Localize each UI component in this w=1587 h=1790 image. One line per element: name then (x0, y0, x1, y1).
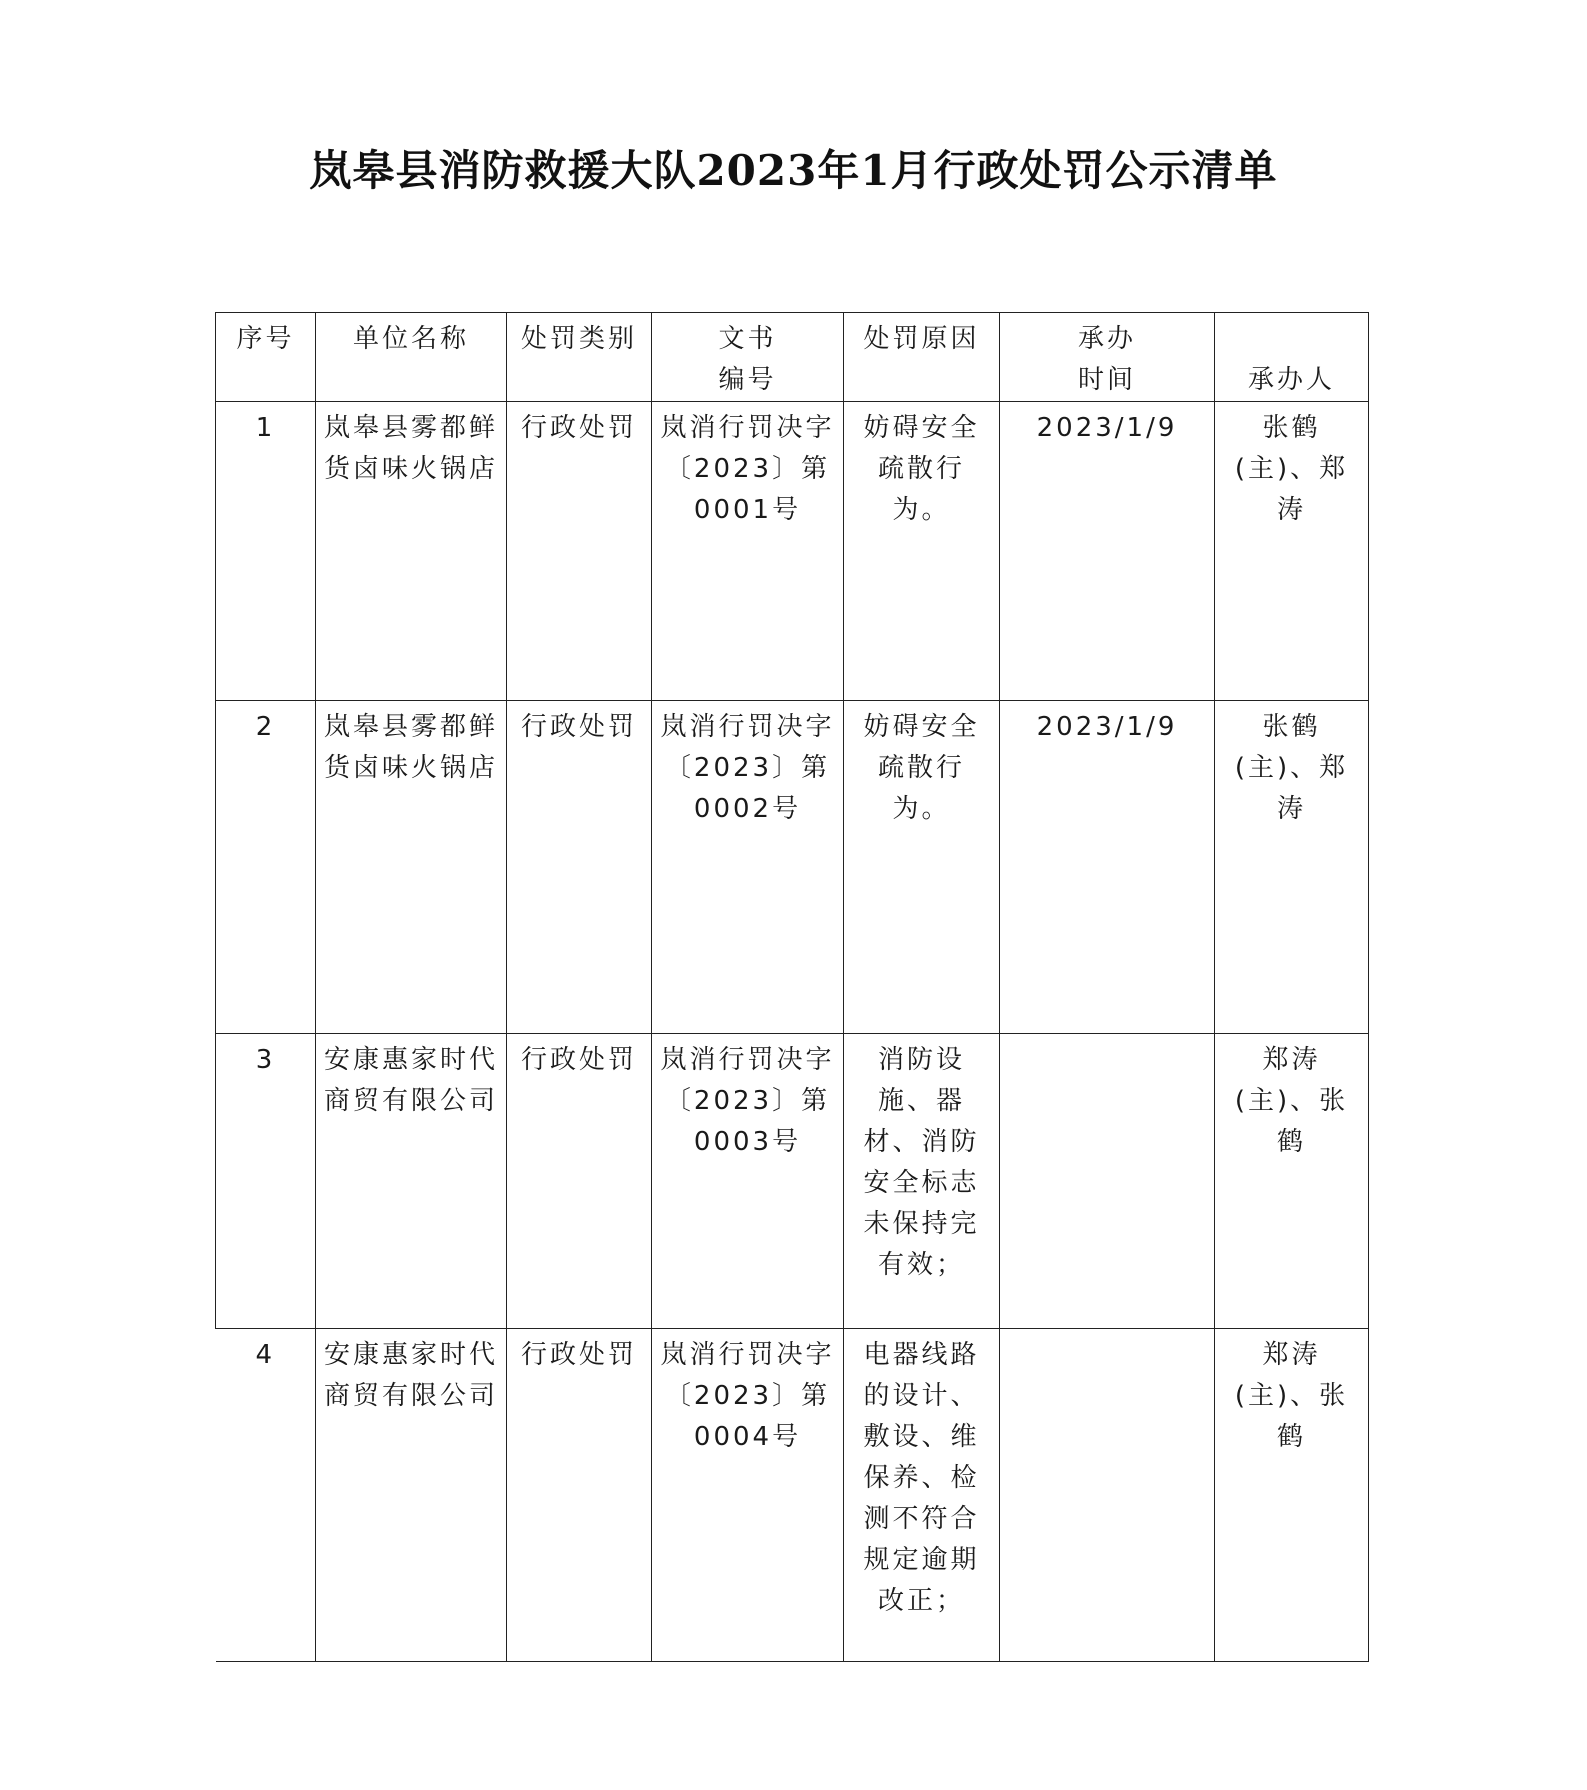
cell-date (1000, 1329, 1215, 1662)
cell-doc: 岚消行罚决字〔2023〕第0004号 (652, 1329, 844, 1662)
header-doc-line2: 编号 (718, 365, 777, 395)
cell-date: 2023/1/9 (1000, 701, 1215, 1034)
cell-category: 行政处罚 (507, 1034, 652, 1329)
cell-doc: 岚消行罚决字〔2023〕第0001号 (652, 402, 844, 701)
header-date (1000, 313, 1215, 402)
cell-handler: 郑涛(主)、张鹤 (1215, 1034, 1369, 1329)
header-doc (652, 313, 844, 402)
header-date-line1: 承办 (1077, 324, 1136, 354)
header-doc-line1: 文书 (718, 324, 777, 354)
cell-unit: 安康惠家时代商贸有限公司 (316, 1034, 507, 1329)
header-handler-label: 承办人 (1247, 365, 1335, 395)
page-title: 岚皋县消防救援大队2023年1月行政处罚公示清单 (309, 146, 1278, 195)
header-date-line2: 时间 (1077, 365, 1136, 395)
cell-handler: 张鹤(主)、郑涛 (1215, 402, 1369, 701)
table-row (216, 701, 1369, 1034)
cell-reason: 电器线路的设计、敷设、维保养、检测不符合规定逾期改正； (844, 1329, 1000, 1662)
cell-doc: 岚消行罚决字〔2023〕第0002号 (652, 701, 844, 1034)
cell-no: 3 (216, 1034, 316, 1329)
cell-unit: 岚皋县雾都鲜货卤味火锅店 (316, 402, 507, 701)
cell-reason: 妨碍安全疏散行为。 (844, 701, 1000, 1034)
header-handler (1215, 313, 1369, 402)
cell-no: 2 (216, 701, 316, 1034)
cell-handler: 郑涛(主)、张鹤 (1215, 1329, 1369, 1662)
header-no: 序号 (216, 313, 316, 402)
cell-category: 行政处罚 (507, 1329, 652, 1662)
table-row (216, 1034, 1369, 1329)
header-reason: 处罚原因 (844, 313, 1000, 402)
cell-date (1000, 1034, 1215, 1329)
cell-date: 2023/1/9 (1000, 402, 1215, 701)
cell-category: 行政处罚 (507, 701, 652, 1034)
penalty-table (215, 312, 1369, 1662)
cell-no: 4 (216, 1329, 316, 1662)
cell-reason: 消防设施、器材、消防安全标志未保持完有效； (844, 1034, 1000, 1329)
header-unit: 单位名称 (316, 313, 507, 402)
cell-category: 行政处罚 (507, 402, 652, 701)
cell-reason: 妨碍安全疏散行为。 (844, 402, 1000, 701)
cell-unit: 岚皋县雾都鲜货卤味火锅店 (316, 701, 507, 1034)
cell-handler: 张鹤(主)、郑涛 (1215, 701, 1369, 1034)
table-row (216, 402, 1369, 701)
table-row (216, 1329, 1369, 1662)
cell-no: 1 (216, 402, 316, 701)
cell-unit: 安康惠家时代商贸有限公司 (316, 1329, 507, 1662)
cell-doc: 岚消行罚决字〔2023〕第0003号 (652, 1034, 844, 1329)
header-category: 处罚类别 (507, 313, 652, 402)
table-header-row (216, 313, 1369, 402)
